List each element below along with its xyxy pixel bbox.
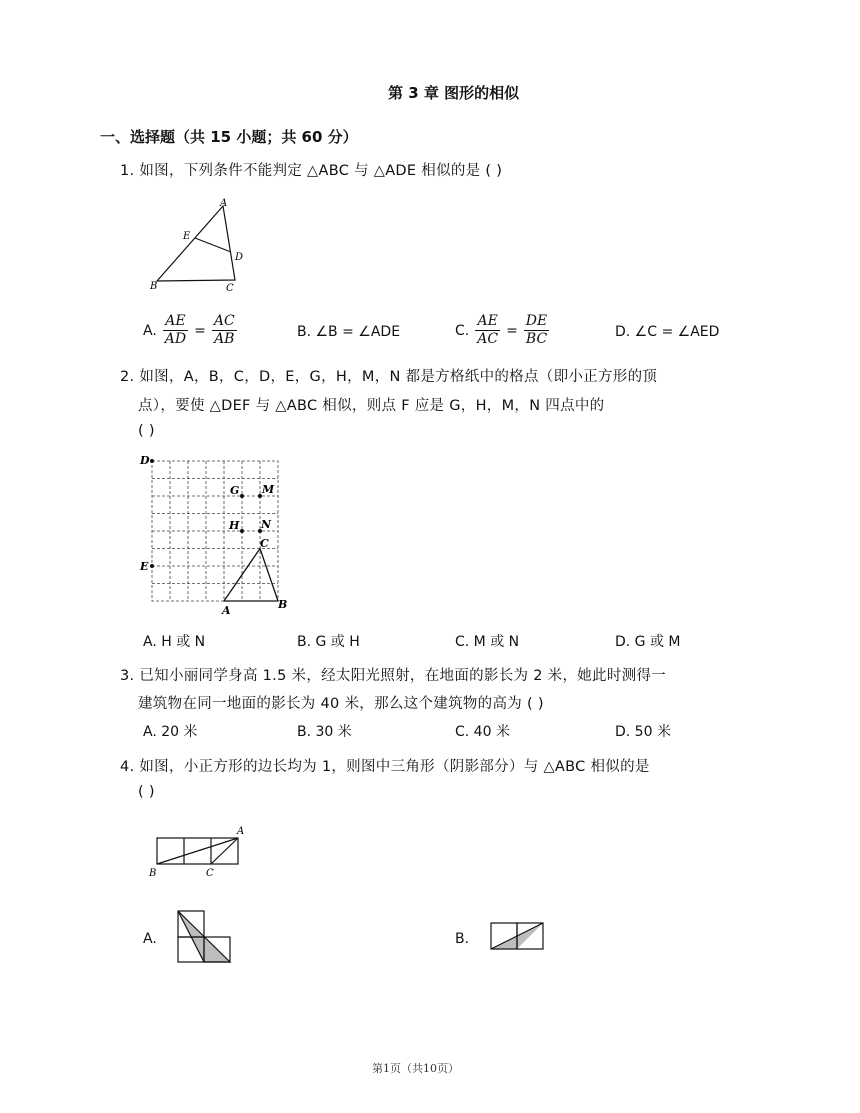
q3-option-d[interactable]: D. 50 米 [615,724,671,740]
q4-line1: 4. 如图，小正方形的边长均为 1，则图中三角形（阴影部分）与 △ABC 相似的是 [120,759,650,775]
q3-option-b[interactable]: B. 30 米 [297,724,352,740]
q1-option-a-frac1: $\frac{AE}{AD}$ [164,313,187,347]
q4-label-b: B [149,868,157,879]
q2-option-b[interactable]: B. G 或 H [297,634,360,650]
q1-option-c-letter: C. [455,322,470,339]
page-footer: 第1页（共10页） [372,1062,459,1075]
q3-option-c[interactable]: C. 40 米 [455,724,510,740]
q1-stem: 1. 如图，下列条件不能判定 △ABC 与 △ADE 相似的是 ( ) [120,163,503,179]
q4-abc-figure [145,818,255,880]
q4-option-a[interactable]: A. [143,931,157,947]
q2-line1: 2. 如图，A，B，C，D，E，G，H，M，N 都是方格纸中的格点（即小正方形的顶 [120,369,658,385]
q2-label-g: G [230,484,240,497]
page-title: 第 3 章 图形的相似 [388,84,520,102]
q1-label-c: C [226,283,234,294]
q3-line1: 3. 已知小丽同学身高 1.5 米，经太阳光照射，在地面的影长为 2 米，她此时测得一 [120,668,667,684]
q4-option-b[interactable]: B. [455,931,470,947]
q1-option-c[interactable]: C. $\frac{AE}{AC}$ = $\frac{DE}{BC}$ [455,313,548,347]
q2-label-n: N [261,518,272,531]
q1-option-b[interactable]: B. ∠B = ∠ADE [297,324,401,340]
q1-label-d: D [235,252,244,263]
q1-option-a[interactable]: A. $\frac{AE}{AD}$ = $\frac{AC}{AB}$ [143,313,235,347]
q2-label-c: C [260,537,269,550]
q4-line2: ( ) [138,784,155,800]
q1-option-a-frac2: $\frac{AC}{AB}$ [213,313,235,347]
q2-label-e: E [140,560,149,573]
q1-label-b: B [150,281,158,292]
q2-option-c[interactable]: C. M 或 N [455,634,520,650]
q2-label-d: D [140,454,150,467]
q4-label-c: C [206,868,214,879]
q1-option-d[interactable]: D. ∠C = ∠AED [615,324,720,340]
q4-label-a: A [237,826,245,837]
q4-option-b-figure [488,920,546,952]
q2-option-a[interactable]: A. H 或 N [143,634,206,650]
q2-line3: ( ) [138,423,155,439]
q2-label-h: H [229,519,240,532]
q1-option-a-letter: A. [143,322,157,339]
q2-option-d[interactable]: D. G 或 M [615,634,681,650]
q1-label-e: E [183,231,191,242]
q2-line2: 点），要使 △DEF 与 △ABC 相似，则点 F 应是 G，H，M，N 四点中的 [138,398,605,414]
q2-label-b: B [278,598,288,611]
q4-option-a-figure [175,908,235,966]
q1-option-c-frac2: $\frac{DE}{BC}$ [525,313,548,347]
section-heading: 一、选择题（共 15 小题；共 60 分） [100,128,358,146]
q2-grid-figure [138,452,288,617]
q1-option-c-frac1: $\frac{AE}{AC}$ [477,313,499,347]
q2-label-m: M [262,483,275,496]
q1-label-a: A [220,198,228,209]
q3-option-a[interactable]: A. 20 米 [143,724,198,740]
q2-label-a: A [222,604,231,617]
q3-line2: 建筑物在同一地面的影长为 40 米，那么这个建筑物的高为 ( ) [138,696,544,712]
q1-triangle-figure [140,196,260,296]
